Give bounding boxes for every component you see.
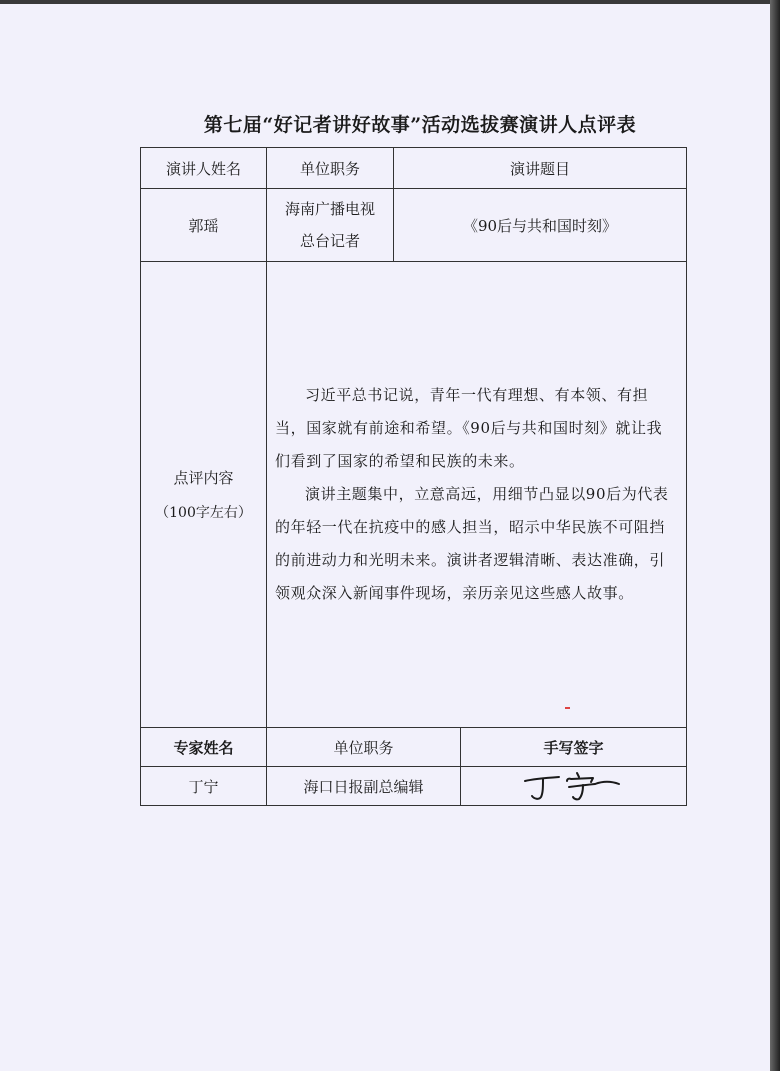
header-expert-unit: 单位职务 <box>267 728 461 767</box>
form-title: 第七届“好记者讲好故事”活动选拔赛演讲人点评表 <box>203 114 637 136</box>
header-expert-name: 专家姓名 <box>141 728 267 767</box>
signature-cell <box>461 767 687 806</box>
scan-edge-top <box>0 0 780 4</box>
header-speaker-name: 演讲人姓名 <box>141 148 267 189</box>
speaker-speech-title: 《90后与共和国时刻》 <box>394 189 687 262</box>
speaker-row <box>141 189 687 262</box>
expert-name: 丁宁 <box>141 767 267 806</box>
scan-edge-right <box>770 0 780 1071</box>
header-speech-title: 演讲题目 <box>394 148 687 189</box>
comment-paragraph-1: 习近平总书记说，青年一代有理想、有本领、有担当，国家就有前途和希望。《90后与共和国时刻》就让我们看到了国家的希望和民族的未来。 <box>275 386 663 470</box>
comment-sublabel: （100字左右） <box>155 505 252 521</box>
expert-header-row <box>141 728 687 767</box>
comment-paragraph-2: 演讲主题集中，立意高远，用细节凸显以90后为代表的年轻一代在抗疫中的感人担当，昭示中华民族不可阻挡的前进动力和光明未来。演讲者逻辑清晰、表达准确，引领观众深入新闻事件现场，亲历亲见这些感人故事。 <box>275 485 669 602</box>
header-unit-position: 单位职务 <box>267 148 394 189</box>
comment-body <box>267 262 687 728</box>
speaker-unit-line2: 总台记者 <box>299 232 360 250</box>
handwritten-signature <box>519 769 629 803</box>
review-form-table <box>140 147 687 806</box>
comment-row <box>141 262 687 728</box>
speaker-unit <box>267 189 394 262</box>
expert-unit: 海口日报副总编辑 <box>267 767 461 806</box>
speaker-name: 郭瑶 <box>141 189 267 262</box>
speaker-unit-line1: 海南广播电视 <box>284 200 375 218</box>
comment-label-cell <box>141 262 267 728</box>
comment-label: 点评内容 <box>173 469 234 487</box>
expert-row <box>141 767 687 806</box>
ink-mark <box>565 707 570 709</box>
header-row <box>141 148 687 189</box>
header-signature: 手写签字 <box>461 728 687 767</box>
